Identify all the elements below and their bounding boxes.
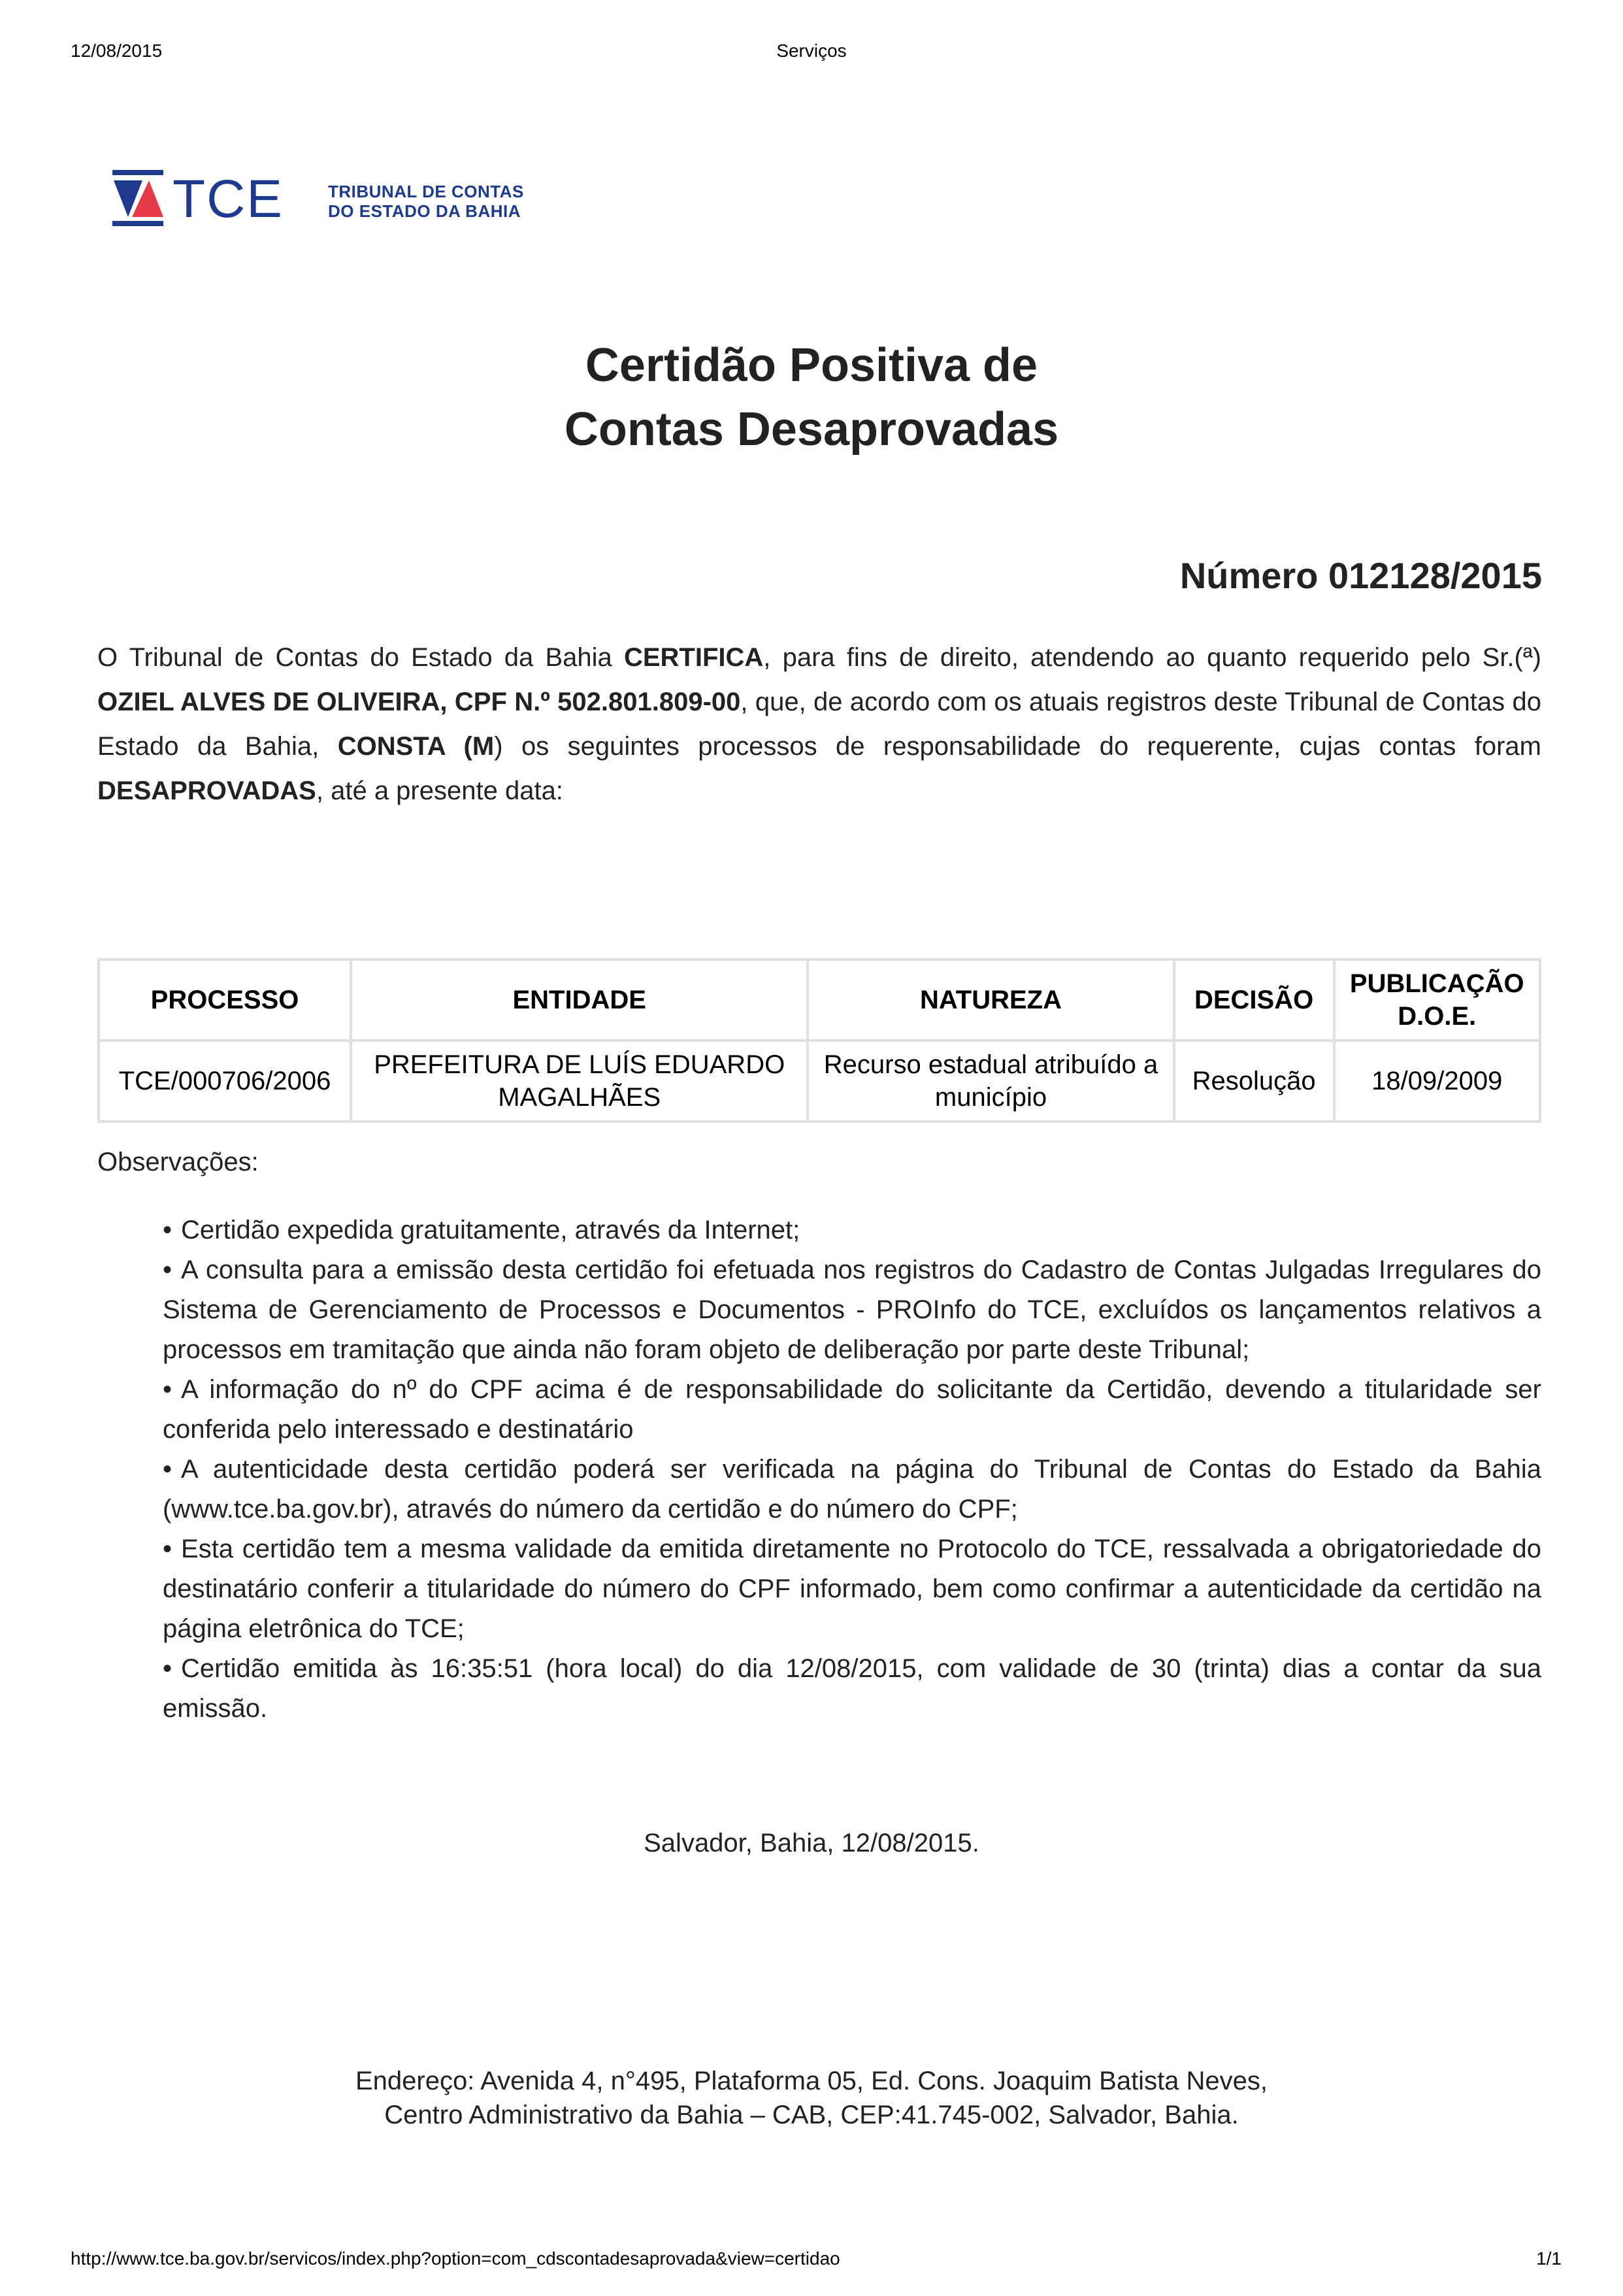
observations-list	[163, 1210, 1541, 1729]
logo-acronym: TCE	[172, 169, 284, 229]
bullet-icon: •	[163, 1375, 172, 1404]
header-entidade: ENTIDADE	[351, 959, 808, 1040]
intro-text: , até a presente data:	[316, 776, 563, 805]
document-title	[0, 333, 1623, 461]
intro-text: , que, de acordo com os atuais registros deste Tribunal de Contas do Estado da Bahia,	[97, 688, 1541, 761]
bullet-icon: •	[163, 1654, 172, 1683]
list-item	[163, 1649, 1541, 1729]
bullet-icon: •	[163, 1455, 172, 1484]
address-block	[0, 2064, 1623, 2132]
page-count: 1/1	[1536, 2248, 1562, 2269]
processes-table	[97, 958, 1541, 1123]
intro-bold-requester: OZIEL ALVES DE OLIVEIRA, CPF N.º 502.801.809-00	[97, 688, 741, 716]
cell-processo: TCE/000706/2006	[99, 1040, 351, 1122]
intro-paragraph	[97, 635, 1541, 813]
observation-text: Esta certidão tem a mesma validade da emitida diretamente no Protocolo do TCE, ressalvada a obrigatoriedade do destinatário conferir a titularidade do número do CPF informado, bem como confirmar a autenticidade da certidão na página eletrônica do TCE;	[163, 1535, 1541, 1643]
list-item	[163, 1210, 1541, 1250]
bullet-icon: •	[163, 1535, 172, 1563]
list-item	[163, 1450, 1541, 1529]
title-line2: Contas Desaprovadas	[564, 403, 1059, 456]
intro-text: ) os seguintes processos de responsabilidade do requerente, cujas contas foram	[494, 732, 1541, 761]
list-item	[163, 1250, 1541, 1370]
observation-text: A autenticidade desta certidão poderá ser verificada na página do Tribunal de Contas do Estado da Bahia (www.tce.ba.gov.br), através do número da certidão e do número do CPF;	[163, 1455, 1541, 1523]
cell-natureza: Recurso estadual atribuído a município	[808, 1040, 1173, 1122]
certificate-number: Número 012128/2015	[1179, 555, 1542, 596]
logo-name-line1: TRIBUNAL DE CONTAS	[328, 182, 524, 201]
intro-bold-desaprovadas: DESAPROVADAS	[97, 776, 316, 805]
observation-text: A consulta para a emissão desta certidão foi efetuada nos registros do Cadastro de Contas Julgadas Irregulares do Sistema de Gerenciamento de Processos e Documentos - PROInfo do TCE, excluídos os lançamentos relativos a processos em tramitação que ainda não foram objeto de deliberação por parte deste Tribunal;	[163, 1256, 1541, 1364]
header-natureza: NATUREZA	[808, 959, 1173, 1040]
bullet-icon: •	[163, 1216, 172, 1244]
observation-text: Certidão emitida às 16:35:51 (hora local) do dia 12/08/2015, com validade de 30 (trinta) dias a contar da sua emissão.	[163, 1654, 1541, 1723]
header-processo: PROCESSO	[99, 959, 351, 1040]
table-header-row	[99, 959, 1540, 1040]
observation-text: A informação do nº do CPF acima é de responsabilidade do solicitante da Certidão, devendo a titularidade ser conferida pelo interessado e destinatário	[163, 1375, 1541, 1444]
intro-bold-consta: CONSTA (M	[337, 732, 495, 761]
cell-publicacao: 18/09/2009	[1334, 1040, 1540, 1122]
logo-name-line2: DO ESTADO DA BAHIA	[328, 201, 521, 221]
print-date: 12/08/2015	[71, 41, 163, 61]
cell-decisao: Resolução	[1174, 1040, 1334, 1122]
print-page-title: Serviços	[776, 41, 847, 61]
observations-label: Observações:	[97, 1148, 259, 1176]
header-decisao: DECISÃO	[1174, 959, 1334, 1040]
list-item	[163, 1529, 1541, 1649]
logo-institution-name	[328, 182, 524, 221]
intro-text: , para fins de direito, atendendo ao quanto requerido pelo Sr.(ª)	[763, 643, 1542, 672]
title-line1: Certidão Positiva de	[585, 339, 1038, 391]
place-and-date: Salvador, Bahia, 12/08/2015.	[644, 1829, 979, 1857]
observation-text: Certidão expedida gratuitamente, através da Internet;	[181, 1216, 800, 1244]
table-row	[99, 1040, 1540, 1122]
page-url: http://www.tce.ba.gov.br/servicos/index.php?option=com_cdscontadesaprovada&view=certidao	[71, 2248, 840, 2269]
cell-entidade: PREFEITURA DE LUÍS EDUARDO MAGALHÃES	[351, 1040, 808, 1122]
bullet-icon: •	[163, 1256, 172, 1284]
list-item	[163, 1370, 1541, 1450]
address-line1: Endereço: Avenida 4, n°495, Plataforma 05, Ed. Cons. Joaquim Batista Neves,	[355, 2067, 1268, 2095]
header-publicacao: PUBLICAÇÃO D.O.E.	[1334, 959, 1540, 1040]
tce-emblem-icon	[112, 170, 165, 229]
intro-text: O Tribunal de Contas do Estado da Bahia	[97, 643, 624, 672]
tce-logo	[112, 170, 531, 235]
address-line2: Centro Administrativo da Bahia – CAB, CEP:41.745-002, Salvador, Bahia.	[384, 2101, 1239, 2129]
intro-bold-certifica: CERTIFICA	[623, 643, 764, 672]
